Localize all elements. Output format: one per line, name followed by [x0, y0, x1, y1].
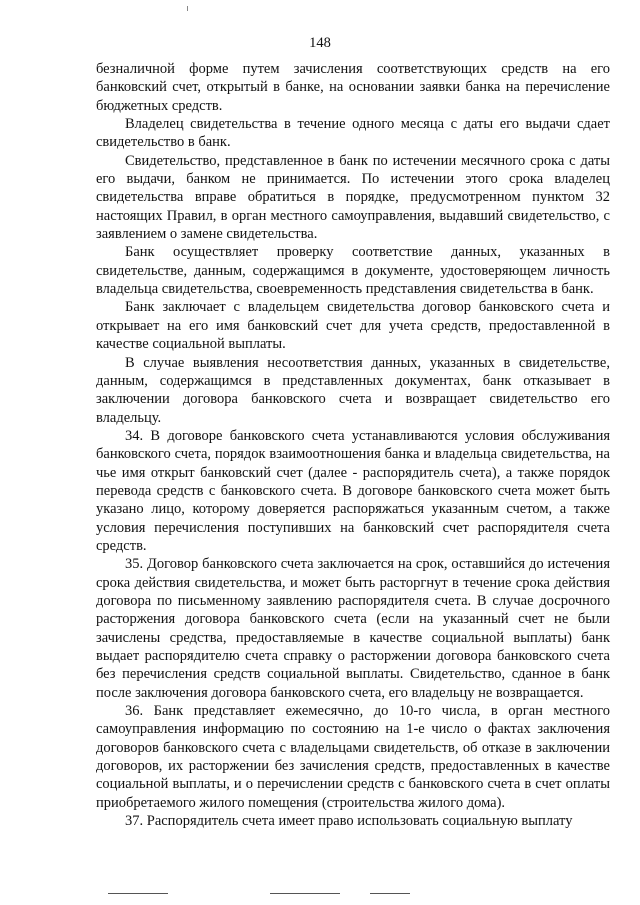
- paragraph-item-37: 37. Распорядитель счета имеет право использовать социальную выплату: [125, 813, 573, 830]
- page-number: 148: [309, 35, 331, 51]
- paragraph-item-34: 34. В договоре банковского счета устанавливаются условия обслуживания банковского счета, порядок взаимоотношения банка и владельца свидетельства, на чье имя открыт банковский счет (далее - распорядитель счета), а также порядок перевода средств с банковского счета. В договоре банковского счета может быть указано лицо, которому доверяется распоряжаться указанным счетом, а также условия перечисления поступивших на банковский счет распорядителя счета средств.: [96, 427, 610, 554]
- paragraph: Свидетельство, представленное в банк по истечении месячного срока с даты его выдачи, банком не принимается. По истечении этого срока владелец свидетельства вправе обратиться в порядке, предусмотренном пунктом 32 настоящих Правил, в орган местного самоуправления, выдавший свидетельство, с заявлением о замене свидетельства.: [96, 152, 610, 243]
- paragraph: В случае выявления несоответствия данных, указанных в свидетельстве, данным, содержащимся в представленных документах, банк отказывает в заключении договора банковского счета и возвращает свидетельство его владельцу.: [96, 354, 610, 426]
- paragraph-item-36: 36. Банк представляет ежемесячно, до 10-го числа, в орган местного самоуправления информацию по состоянию на 1-е число о фактах заключения договоров банковского счета с владельцами свидетельств, об отказе в заключении договоров, их расторжении без зачисления средств, предоставленных в качестве социальной выплаты, и о перечислении средств с банковского счета в счет оплаты приобретаемого жилого помещения (строительства жилого дома).: [96, 703, 610, 811]
- paragraph: Банк осуществляет проверку соответствие данных, указанных в свидетельстве, данным, содержащимся в документе, удостоверяющем личность владельца свидетельства, своевременность представления свидетельства в банк.: [96, 244, 610, 298]
- paragraph: Банк заключает с владельцем свидетельства договор банковского счета и открывает на его имя банковский счет для учета средств, предоставленной в качестве социальной выплаты.: [96, 299, 610, 353]
- scan-artifact: [187, 6, 188, 11]
- scan-artifact: [270, 893, 340, 894]
- document-body: [96, 60, 610, 830]
- paragraph-item-35: 35. Договор банковского счета заключается на срок, оставшийся до истечения срока действия свидетельства, и может быть расторгнут в течение срока действия договора по письменному заявлению распорядителя счета. В случае досрочного расторжения договора банковского счета (если на указанный счет не были зачислены средства, предоставляемые в качестве социальной выплаты) банк выдает распорядителю счета справку о расторжении договора банковского счета без перечисления средств социальной выплаты. Свидетельство, сданное в банк после заключения договора банковского счета, его владельцу не возвращается.: [96, 556, 610, 701]
- paragraph: Владелец свидетельства в течение одного месяца с даты его выдачи сдает свидетельство в банк.: [96, 116, 610, 151]
- paragraph: безналичной форме путем зачисления соответствующих средств на его банковский счет, открытый в банке, на основании заявки банка на перечисление бюджетных средств.: [96, 61, 610, 114]
- scan-artifact: [370, 893, 410, 894]
- scan-artifact: [108, 893, 168, 894]
